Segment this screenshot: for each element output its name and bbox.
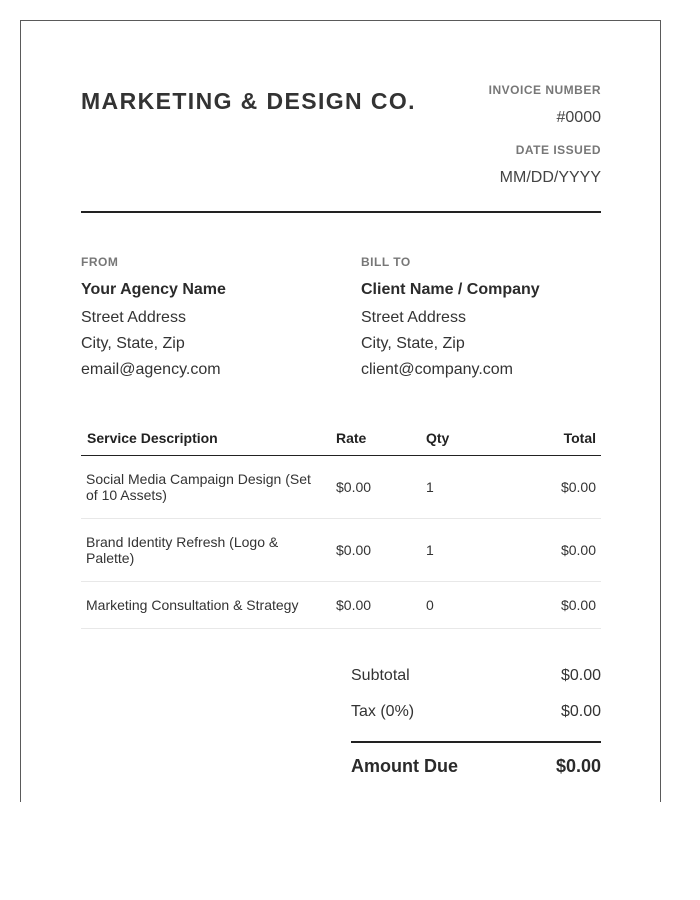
row-qty: 1 bbox=[426, 479, 434, 495]
subtotal-line bbox=[351, 665, 601, 701]
services-table bbox=[81, 421, 601, 629]
from-label: FROM bbox=[81, 255, 119, 269]
subtotal-value: $0.00 bbox=[560, 667, 601, 684]
row-total: $0.00 bbox=[560, 542, 596, 558]
row-rate: $0.00 bbox=[336, 479, 372, 495]
date-issued: MM/DD/YYYY bbox=[499, 169, 601, 186]
amount-due-line bbox=[351, 743, 601, 783]
amount-due-label: Amount Due bbox=[351, 756, 458, 776]
table-row bbox=[81, 582, 601, 629]
from-city: City, State, Zip bbox=[81, 335, 185, 352]
row-total: $0.00 bbox=[560, 479, 596, 495]
header-rate: Rate bbox=[336, 430, 367, 446]
bill-to-email: client@company.com bbox=[361, 361, 513, 378]
bill-to-label: BILL TO bbox=[361, 255, 411, 269]
header-description: Service Description bbox=[87, 430, 218, 446]
from-email: email@agency.com bbox=[81, 361, 221, 378]
row-rate: $0.00 bbox=[336, 597, 372, 613]
row-total: $0.00 bbox=[560, 597, 596, 613]
row-description: Marketing Consultation & Strategy bbox=[86, 597, 299, 613]
tax-line bbox=[351, 701, 601, 737]
row-description: Social Media Campaign Design (Set of 10 Assets) bbox=[86, 471, 311, 503]
from-street: Street Address bbox=[81, 309, 186, 326]
row-description: Brand Identity Refresh (Logo & Palette) bbox=[86, 534, 279, 566]
tax-label: Tax (0%) bbox=[351, 703, 415, 720]
row-rate: $0.00 bbox=[336, 542, 372, 558]
bill-to-section bbox=[361, 255, 611, 383]
header-total: Total bbox=[563, 430, 596, 446]
tax-value: $0.00 bbox=[560, 703, 601, 720]
company-name: MARKETING & DESIGN CO. bbox=[81, 88, 416, 114]
invoice-number-label: INVOICE NUMBER bbox=[488, 83, 601, 97]
table-row bbox=[81, 456, 601, 519]
bill-to-name: Client Name / Company bbox=[361, 281, 540, 298]
from-section bbox=[81, 255, 331, 383]
bill-to-city: City, State, Zip bbox=[361, 335, 465, 352]
date-issued-label: DATE ISSUED bbox=[515, 143, 601, 157]
table-row bbox=[81, 519, 601, 582]
subtotal-label: Subtotal bbox=[351, 667, 410, 684]
header-qty: Qty bbox=[426, 430, 450, 446]
invoice-number: #0000 bbox=[556, 109, 601, 126]
row-qty: 0 bbox=[426, 597, 434, 613]
invoice-page bbox=[20, 20, 661, 802]
table-header bbox=[81, 421, 601, 456]
header-divider bbox=[81, 211, 601, 213]
invoice-summary bbox=[351, 665, 601, 783]
row-qty: 1 bbox=[426, 542, 434, 558]
amount-due-value: $0.00 bbox=[555, 756, 601, 776]
bill-to-street: Street Address bbox=[361, 309, 466, 326]
from-name: Your Agency Name bbox=[81, 281, 226, 298]
